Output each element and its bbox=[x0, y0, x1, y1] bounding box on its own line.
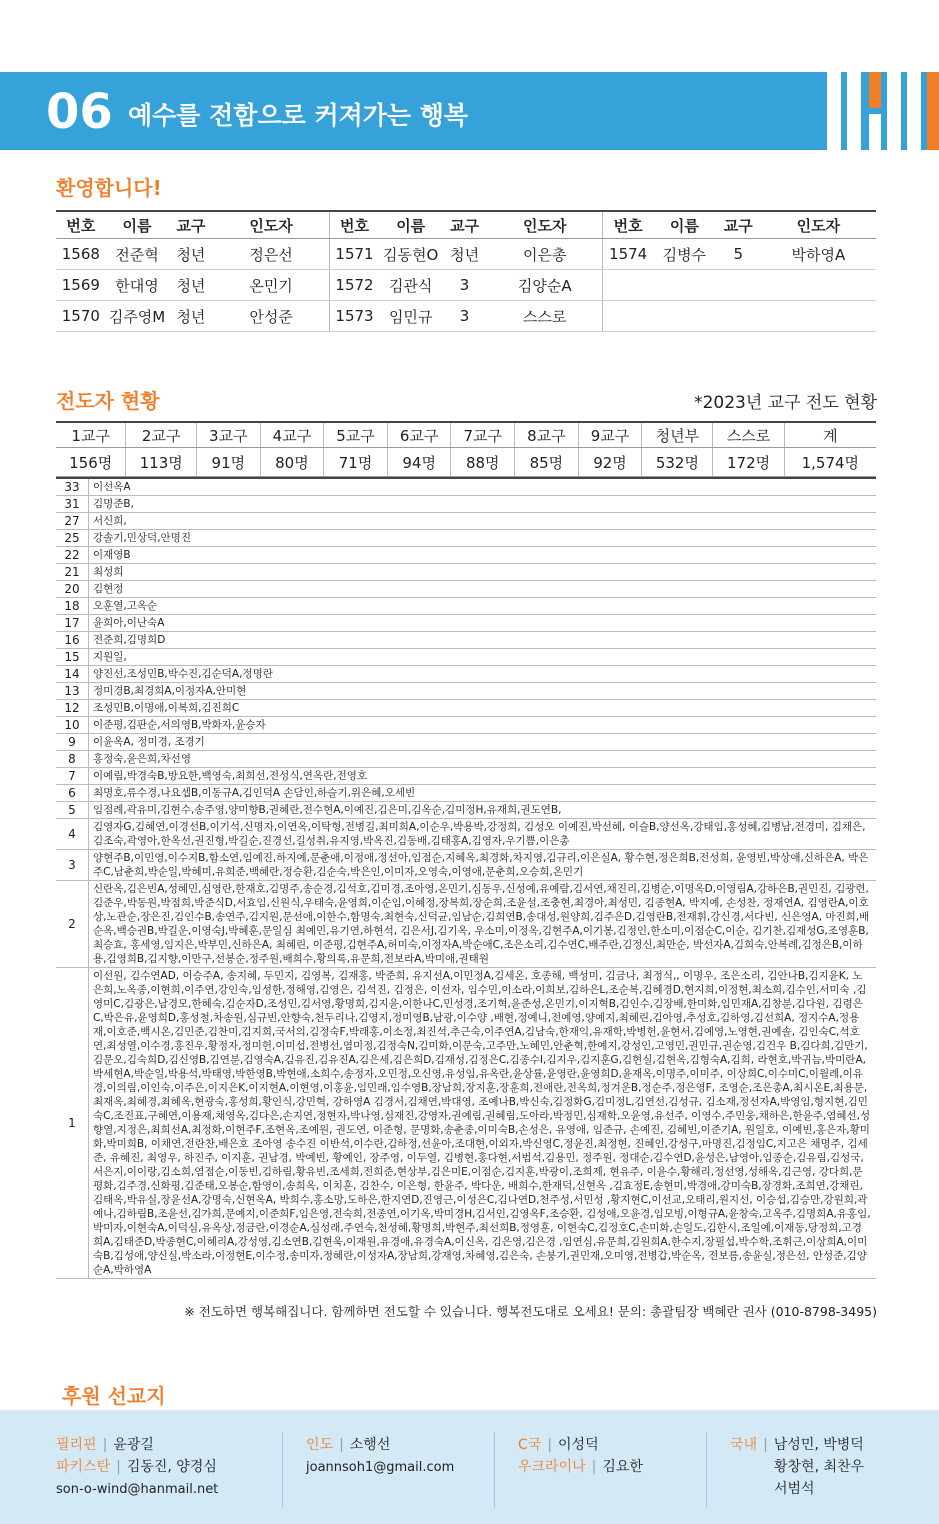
parish-header: 3교구 bbox=[197, 422, 261, 448]
welcome-cell-no: 1574 bbox=[603, 239, 653, 270]
welcome-cell-name: 김관식 bbox=[379, 270, 442, 301]
evangelist-names: 양진선,조성민B,박수진,김순덕A,정명란 bbox=[89, 666, 877, 683]
evangelist-names: 김영자G,김혜연,이경선B,이기석,신명자,이연옥,이탁형,전병길,최미희A,이순우,박용박,강정희, 김성오 이예진,박선혜, 이슬B,양선옥,강태임,홍성혜,김병남,전경미, 김채은,김조숙,곽영아,한옥선,권진형,박길순,진경선,길성취,유지영,박옥진,김동배,김태홍A,김영자,우기쁨,이은총 bbox=[89, 819, 877, 850]
parish-total: 71명 bbox=[324, 448, 388, 477]
welcome-cell-name: 김병수 bbox=[653, 239, 716, 270]
parish-total: 113명 bbox=[126, 448, 197, 477]
divider: | bbox=[102, 1437, 108, 1453]
welcome-cell-parish: 청년 bbox=[442, 239, 487, 270]
welcome-cell-name: 김동현O bbox=[379, 239, 442, 270]
welcome-cell-parish bbox=[716, 301, 761, 332]
evangelist-row bbox=[56, 751, 876, 768]
welcome-cell-guide bbox=[761, 301, 876, 332]
evangelist-count: 12 bbox=[56, 700, 89, 717]
evangelist-names: 강솔기,민상덕,안명진 bbox=[89, 530, 877, 547]
missionaries-title: 후원 선교지 bbox=[62, 1384, 166, 1408]
evangelist-count: 33 bbox=[56, 478, 89, 496]
missionary-line bbox=[306, 1434, 454, 1456]
evangelist-names: 양현주B,이민영,이수지B,함소연,임예진,하지예,문춘애,이정애,정선아,임점순,지혜옥,최경화,차지영,김규리,이은실A, 황수현,정은희B,전성희, 윤영빈,박상애,신하은A, 박은주C,남춘희,박순일,박혜미,유희준,백혜란,정승환,김순숙,박은인,이미자,오영숙,이영애,문춘희,오승희,온민기 bbox=[89, 850, 877, 881]
evangelist-count: 6 bbox=[56, 785, 89, 802]
missionary-names: 김동진, 양경심 bbox=[126, 1459, 217, 1475]
missionary-line bbox=[518, 1456, 643, 1478]
welcome-cell-name: 임민규 bbox=[379, 301, 442, 332]
parish-header: 9교구 bbox=[578, 422, 642, 448]
welcome-row bbox=[56, 301, 876, 332]
evangelist-row bbox=[56, 683, 876, 700]
evangelist-count: 17 bbox=[56, 615, 89, 632]
evangelist-row bbox=[56, 530, 876, 547]
evangelist-row bbox=[56, 700, 876, 717]
missionary-country: 필리핀 bbox=[56, 1437, 97, 1453]
evangelist-count: 3 bbox=[56, 850, 89, 881]
evangelist-names-table bbox=[56, 477, 876, 1279]
evangelist-row bbox=[56, 968, 876, 1279]
missionary-line bbox=[56, 1434, 218, 1456]
column-divider bbox=[706, 1432, 707, 1508]
evangelist-row bbox=[56, 598, 876, 615]
column-divider bbox=[282, 1432, 283, 1508]
parish-total: 532명 bbox=[642, 448, 713, 477]
missionary-line bbox=[730, 1434, 864, 1456]
welcome-col-header: 인도자 bbox=[761, 211, 876, 239]
evangelist-row bbox=[56, 478, 876, 496]
welcome-cell-parish: 5 bbox=[716, 239, 761, 270]
parish-header: 1교구 bbox=[56, 422, 126, 448]
evangelist-row bbox=[56, 632, 876, 649]
missionary-country: C국 bbox=[518, 1437, 542, 1453]
welcome-col-header: 번호 bbox=[603, 211, 653, 239]
welcome-cell-guide bbox=[761, 270, 876, 301]
missionary-country: 파키스탄 bbox=[56, 1459, 111, 1475]
evangelist-row bbox=[56, 649, 876, 666]
missionary-column bbox=[518, 1434, 643, 1478]
welcome-cell-parish: 청년 bbox=[168, 301, 213, 332]
missionary-column bbox=[730, 1434, 864, 1500]
missionary-country: 우크라이나 bbox=[518, 1459, 586, 1475]
parish-header: 청년부 bbox=[642, 422, 713, 448]
evangelist-names: 윤희아,이난숙A bbox=[89, 615, 877, 632]
evangelist-names: 이재영B bbox=[89, 547, 877, 564]
welcome-row bbox=[56, 239, 876, 270]
welcome-cell-guide: 이은총 bbox=[487, 239, 603, 270]
divider: | bbox=[763, 1437, 768, 1453]
evangelist-row bbox=[56, 581, 876, 598]
welcome-col-header: 교구 bbox=[168, 211, 213, 239]
evangelist-names: 홍정숙,윤은희,차선영 bbox=[89, 751, 877, 768]
missionary-line bbox=[306, 1456, 454, 1479]
missionary-country: 국내 bbox=[730, 1437, 758, 1453]
parish-header: 4교구 bbox=[260, 422, 324, 448]
section-title: 예수를 전함으로 커져가는 행복 bbox=[128, 101, 469, 130]
evangelist-count: 31 bbox=[56, 496, 89, 513]
evangelist-row bbox=[56, 513, 876, 530]
evangelist-count: 9 bbox=[56, 734, 89, 751]
evangelist-names: 임점례,곽유미,김현수,송주영,양미향B,권혜란,전수현A,이예진,김은미,김옥순,김미정H,유재희,권도연B, bbox=[89, 802, 877, 819]
evangelist-count: 15 bbox=[56, 649, 89, 666]
section-number: 06 bbox=[46, 84, 113, 140]
welcome-cell-name bbox=[653, 270, 716, 301]
welcome-cell-parish bbox=[716, 270, 761, 301]
evangelist-names: 오훈열,고옥순 bbox=[89, 598, 877, 615]
evangelist-names: 이윤옥A, 정미경, 조경기 bbox=[89, 734, 877, 751]
missionary-column bbox=[306, 1434, 454, 1479]
missionary-line bbox=[56, 1456, 218, 1478]
welcome-cell-no: 1569 bbox=[56, 270, 106, 301]
missionaries-panel bbox=[0, 1410, 939, 1524]
missionary-names: son-o-wind@hanmail.net bbox=[56, 1482, 219, 1497]
evangelist-row bbox=[56, 768, 876, 785]
evangelist-row bbox=[56, 734, 876, 751]
welcome-cell-no: 1568 bbox=[56, 239, 106, 270]
evangelist-row bbox=[56, 564, 876, 581]
parish-header: 8교구 bbox=[515, 422, 579, 448]
evangelist-names: 이선옥A bbox=[89, 478, 877, 496]
parish-total: 1,574명 bbox=[784, 448, 876, 477]
evangelist-names: 정미경B,최경희A,이정자A,안미현 bbox=[89, 683, 877, 700]
evangelism-footnote: ※ 전도하면 행복해집니다. 함께하면 전도할 수 있습니다. 행복전도대로 오세요! 문의: 총괄팀장 백혜란 권사 (010-8798-3495) bbox=[184, 1304, 877, 1319]
welcome-cell-parish: 청년 bbox=[168, 239, 213, 270]
evangelist-names: 김명준B, bbox=[89, 496, 877, 513]
parish-header: 스스로 bbox=[713, 422, 784, 448]
welcome-cell-no bbox=[603, 270, 653, 301]
welcome-cell-guide: 안성준 bbox=[214, 301, 330, 332]
welcome-col-header: 번호 bbox=[329, 211, 379, 239]
parish-header: 6교구 bbox=[387, 422, 451, 448]
parish-total: 94명 bbox=[387, 448, 451, 477]
evangelist-row bbox=[56, 802, 876, 819]
missionary-names: joannsoh1@gmail.com bbox=[306, 1460, 455, 1475]
welcome-cell-parish: 3 bbox=[442, 270, 487, 301]
parish-header: 7교구 bbox=[451, 422, 515, 448]
evangelist-count: 7 bbox=[56, 768, 89, 785]
welcome-cell-parish: 3 bbox=[442, 301, 487, 332]
missionary-names: 윤광길 bbox=[113, 1437, 154, 1453]
parish-total: 85명 bbox=[515, 448, 579, 477]
welcome-col-header: 이름 bbox=[379, 211, 442, 239]
evangelist-count: 18 bbox=[56, 598, 89, 615]
welcome-cell-name: 김주영M bbox=[106, 301, 169, 332]
welcome-cell-parish: 청년 bbox=[168, 270, 213, 301]
welcome-row bbox=[56, 270, 876, 301]
evangelist-names: 지원일, bbox=[89, 649, 877, 666]
evangelist-count: 1 bbox=[56, 968, 89, 1279]
parish-totals-table bbox=[56, 421, 876, 477]
evangelist-count: 5 bbox=[56, 802, 89, 819]
welcome-col-header: 이름 bbox=[106, 211, 169, 239]
welcome-cell-name bbox=[653, 301, 716, 332]
parish-total: 156명 bbox=[56, 448, 126, 477]
welcome-cell-no: 1570 bbox=[56, 301, 106, 332]
parish-total: 80명 bbox=[260, 448, 324, 477]
missionary-names: 소행선 bbox=[349, 1437, 391, 1453]
evangelist-count: 25 bbox=[56, 530, 89, 547]
evangelist-names: 최성희 bbox=[89, 564, 877, 581]
evangelist-count: 27 bbox=[56, 513, 89, 530]
welcome-cell-guide: 스스로 bbox=[487, 301, 603, 332]
evangelist-row bbox=[56, 547, 876, 564]
welcome-cell-guide: 정은선 bbox=[214, 239, 330, 270]
welcome-cell-no: 1572 bbox=[329, 270, 379, 301]
welcome-cell-no: 1573 bbox=[329, 301, 379, 332]
evangelists-title: 전도자 현황 bbox=[56, 389, 160, 413]
welcome-table bbox=[56, 210, 876, 332]
evangelist-row bbox=[56, 615, 876, 632]
welcome-cell-guide: 온민기 bbox=[214, 270, 330, 301]
parish-total: 91명 bbox=[197, 448, 261, 477]
evangelist-row bbox=[56, 717, 876, 734]
missionary-country: 인도 bbox=[306, 1437, 334, 1453]
welcome-col-header: 이름 bbox=[653, 211, 716, 239]
evangelist-count: 14 bbox=[56, 666, 89, 683]
evangelist-count: 22 bbox=[56, 547, 89, 564]
evangelist-names: 김현정 bbox=[89, 581, 877, 598]
evangelist-names: 신란옥,김은빈A,성혜민,심영란,한재호,김명주,송순경,김석호,김미경,조아영,온민기,심동우,신성예,유예람,김서연,채진리,김병순,이명옥D,이영림A,강하은B,권민진, 김광련,김준우,박동원,박점희,박준식D,서효임,신원식,우태숙,윤영희,이순임,이혜정,장복희,장순희,조윤설,조충현,최경아,최성민, 김종현A, 박지예, 손성찬, 정재연A, 김영란A,이호상,노관순,장은진,김인수B,송연주,김지원,문선애,이한수,함명숙,최현숙,신덕균,임남순,김희연B,송대성,원양희,김주은D,김영란B,전재휘,강신경,서다빈, 신은영A, 마진희,배순옥,백승권B,박길운,이영숙J,박혜훈,문일심 최예민,유기연,하현석, 김은서J,김기옥, 우소미,이정옥,김현주A,이기봉,김정인,한소미,이점순C,이순, 김기찬,김재성G,조영훈B,최승효, 홍세영,임지은,박부민,신하은A, 최혜린, 이준평,김현주A,허미숙,이정자A,박순애C,조은소리,김수연C,배주란,김정신,최만순, 박선자A,김희숙,안복례,김정은B,이하용,김영희B,김지향,이만구,선봉순,정주원,배희수,황의록,유문희,전보라A,박미애,권태원 bbox=[89, 881, 877, 968]
welcome-col-header: 인도자 bbox=[487, 211, 603, 239]
evangelist-names: 조성민B,이명애,이복희,김진희C bbox=[89, 700, 877, 717]
welcome-col-header: 번호 bbox=[56, 211, 106, 239]
evangelist-count: 10 bbox=[56, 717, 89, 734]
evangelist-count: 4 bbox=[56, 819, 89, 850]
welcome-title: 환영합니다! bbox=[56, 176, 162, 200]
evangelist-names: 이예림,박경숙B,방요한,백영숙,최희선,전성식,연옥란,전영호 bbox=[89, 768, 877, 785]
welcome-col-header: 교구 bbox=[716, 211, 761, 239]
divider: | bbox=[591, 1459, 597, 1475]
welcome-cell-guide: 박하영A bbox=[761, 239, 876, 270]
evangelist-count: 20 bbox=[56, 581, 89, 598]
evangelist-names: 이선원, 김수연AD, 이승주A, 송지혜, 두민지, 김영복, 김재홍, 박준희, 유지선A,이민정A,김세온, 호종해, 백성미, 김금나, 최정식,, 이명우, 조은소리, 김안나B,김지윤K, 노은희,노옥종,이현희,이주연,강인숙,임성한,정해영,김영은, 김석진, 김정은, 이선자, 임수민,이소라,이희보,김하은L,조순복,김혜경D,현지희,이정현,최소희,김수인,서미숙 ,김영미C,김광은,남경모,한혜숙,김순자D,조성민,김서영,황명희,김지윤,이한나C,민성경,조기혁,윤준성,온민기,이지혁B,김인수,김장배,한미화,임민재A,김창분,김다원, 김령은C,박은유,윤영희D,홍성철,차송원,심규빈,안향숙,천두리나,김영지,정미영B,남광,이수양 ,배현,정예니,전예영,양예지,최혜린,김아영,추성호,김하영,김선희A, 정지수A,정용재,이호준,백시온,김민준,김찬미,김지희,국서의,김정숙F,박래홍,이소정,최진석,추근숙,이주연A,김남숙,한재익,유재학,박병헌,윤현서,김예영,노영현,권예솔, 김인숙C,석호연,최성열,이수경,홍진우,황정자,정미헌,이미섭,전병선,염미정,김정숙N,김미화,이문숙,고주만,노혜민,안춘혁,한예지,강성인,고영민,권민규,권순영,김건우 B,김다희,김만기,김문오,김숙희D,김신영B,김연분,김영숙A,김유진,김유진A,김은세,김은희D,김재성,김정은C,김종수I,김지우,김지훈G,김현실,김현옥,김형숙A,김희, 라현호,박귀늠,박미란A,박세현A,박순일,박용석,박태영,박한영B,박현애,소희수,송정자,오민정,오신영,유성임,유옥란,윤상률,윤영란,윤영희D,윤재옥,이명주,이미주, 이상희C,이수미C,이월례,이유경,이의림,이인숙,이주은,이지은K,이지현A,이현영,이홍윤,임민래,임수영B,장남희,장지훈,장훈희,전애란,전옥희,정겨운B,정순주,정은영F, 조영순,조은총A,최시온E,최용문,최재옥,최혜경,최혜옥,현광숙,홍성희,황인식,강민혁, 강하영A 김경서,김채연,박대영, 조예나B,박신숙,김정화G,김미정L,김연선,김성규, 김소재,정선자A,박영임,형지현,김민숙C,조진표,구혜연,이용재,채영옥,김다은,손지연,정현자,박나영,심재진,강영자,권예림,권혜림,도아라,박정민,심재학,오윤영,유선주, 이영수,주민웅,채하은,한윤주,염혜선,성향열,지정은,최희선A,최정화,이현주F,조현옥,조예원, 권도연, 이준형, 문명화,송춘종,이미숙B,손성은, 유영애, 임준규, 손예진, 김혜빈,이준기A, 원일호, 이예빈,홍은자,황미화,박미희B, 이채연,전란찬,배은호 조아영 송수진 이반석,이수란,김하정,선윤아,조대현,이외자,박신영C,정윤진,최정현, 진혜인,강성구,마명진,김정임C,지고은 채명주, 김세준, 유혜진, 최영우, 하진주, 이지훈, 권남경, 박예빈, 황예인, 장주영, 이두열, 김병현,홍다현,서범석,김용민, 정주원, 정대순,김수연D,윤성은,남영아,임종순,김유림,김성국,서은지,이이랑,김소희,염점순,이동빈,김하림,황유빈,조세희,전희준,현상부,김은미E,이점순,김지훈,박광이,조희제, 현유주, 이윤수,황해리,정선영,성해옥,김근영, 강다희,문평화,김주경,신화평,김준태,오봉순,함영이,송희옥, 이치훈, 김찬수, 이은형, 한윤주, 박다운, 배희수,한재덕,신현옥 ,김효정E,송현미,박경애,강미숙B,장경화,조희연,강채린,김태옥,박유실,장윤선A,강명숙,신현옥A, 박희수,홍소망,도하은,한지연D,진영근,이성은C,김나연D,천주성,서민성 ,황지현C,이선교,오태리,원지선, 이승섭,김승만,강원희,곽예나,김하림B,조윤선,김가희,문예지,이준희F,임은영,전숙희,전종연,이기옥,박미경H,김서인,김영옥F,조승환, 김성애,오윤경,임모빙,이형규A,윤창숙,고옥주,김명희A,유홍임,박미자,이현숙A,이덕심,유옥상,정금란,이경순A,심성래,주연숙,천성혜,황명희,박현주,최선희B,정영훈, 이현숙C,김정호C,손미화,손일도,김한시,조일예,이재동,당정희,고경희A,김태준D,박종현C,이혜리A,강성영,김소연B,김현욱,이재원,유경애,유경숙A,이신옥, 김은영,김은경 ,임연심,유문희,김원희A,한수지,장필섭,박수학,조휘근,이상희A,이미숙B,김성애,양신실,박소라,이정현E,이수정,송미자,정혜란,이성자A,장남희,강재영,차혜영,김은숙, 손붕기,권민재,오미영,전병갑,박순옥, 전보름,송윤실,정은선, 안성준,김양순A,박하영A bbox=[89, 968, 877, 1279]
welcome-cell-no: 1571 bbox=[329, 239, 379, 270]
church-logo-icon bbox=[799, 72, 939, 150]
evangelist-count: 13 bbox=[56, 683, 89, 700]
evangelist-count: 21 bbox=[56, 564, 89, 581]
evangelist-row bbox=[56, 785, 876, 802]
parish-total: 172명 bbox=[713, 448, 784, 477]
evangelist-names: 이준평,김판순,서의영B,박화자,윤승자 bbox=[89, 717, 877, 734]
welcome-col-header: 인도자 bbox=[214, 211, 330, 239]
parish-header: 계 bbox=[784, 422, 876, 448]
evangelist-count: 2 bbox=[56, 881, 89, 968]
missionary-names: 황창현, 최찬우 bbox=[774, 1459, 865, 1475]
divider: | bbox=[547, 1437, 553, 1453]
parish-header: 2교구 bbox=[126, 422, 197, 448]
evangelist-row bbox=[56, 496, 876, 513]
missionary-line bbox=[518, 1434, 643, 1456]
missionary-line bbox=[56, 1478, 218, 1501]
missionary-names: 김요한 bbox=[602, 1459, 643, 1475]
parish-total: 92명 bbox=[578, 448, 642, 477]
welcome-cell-no bbox=[603, 301, 653, 332]
missionary-line bbox=[730, 1478, 864, 1500]
evangelist-row bbox=[56, 819, 876, 850]
parish-total: 88명 bbox=[451, 448, 515, 477]
missionary-column bbox=[56, 1434, 218, 1501]
parish-header: 5교구 bbox=[324, 422, 388, 448]
column-divider bbox=[494, 1432, 495, 1508]
welcome-cell-guide: 김양순A bbox=[487, 270, 603, 301]
evangelist-names: 서신희, bbox=[89, 513, 877, 530]
welcome-cell-name: 전준혁 bbox=[106, 239, 169, 270]
welcome-col-header: 교구 bbox=[442, 211, 487, 239]
divider: | bbox=[339, 1437, 344, 1453]
missionary-names: 남성민, 박병덕 bbox=[773, 1437, 864, 1453]
evangelist-names: 전준희,김명희D bbox=[89, 632, 877, 649]
evangelist-row bbox=[56, 666, 876, 683]
evangelist-count: 16 bbox=[56, 632, 89, 649]
evangelists-note: *2023년 교구 전도 현황 bbox=[694, 393, 877, 413]
divider: | bbox=[116, 1459, 121, 1475]
missionary-names: 이성덕 bbox=[558, 1437, 599, 1453]
evangelist-names: 최명호,류수경,나요셉B,이동규A,김인덕A 손담인,하슬기,위은혜,오세빈 bbox=[89, 785, 877, 802]
missionary-line bbox=[730, 1456, 864, 1478]
evangelist-row bbox=[56, 881, 876, 968]
evangelist-row bbox=[56, 850, 876, 881]
missionary-names: 서범석 bbox=[774, 1481, 815, 1497]
evangelist-count: 8 bbox=[56, 751, 89, 768]
welcome-cell-name: 한대영 bbox=[106, 270, 169, 301]
